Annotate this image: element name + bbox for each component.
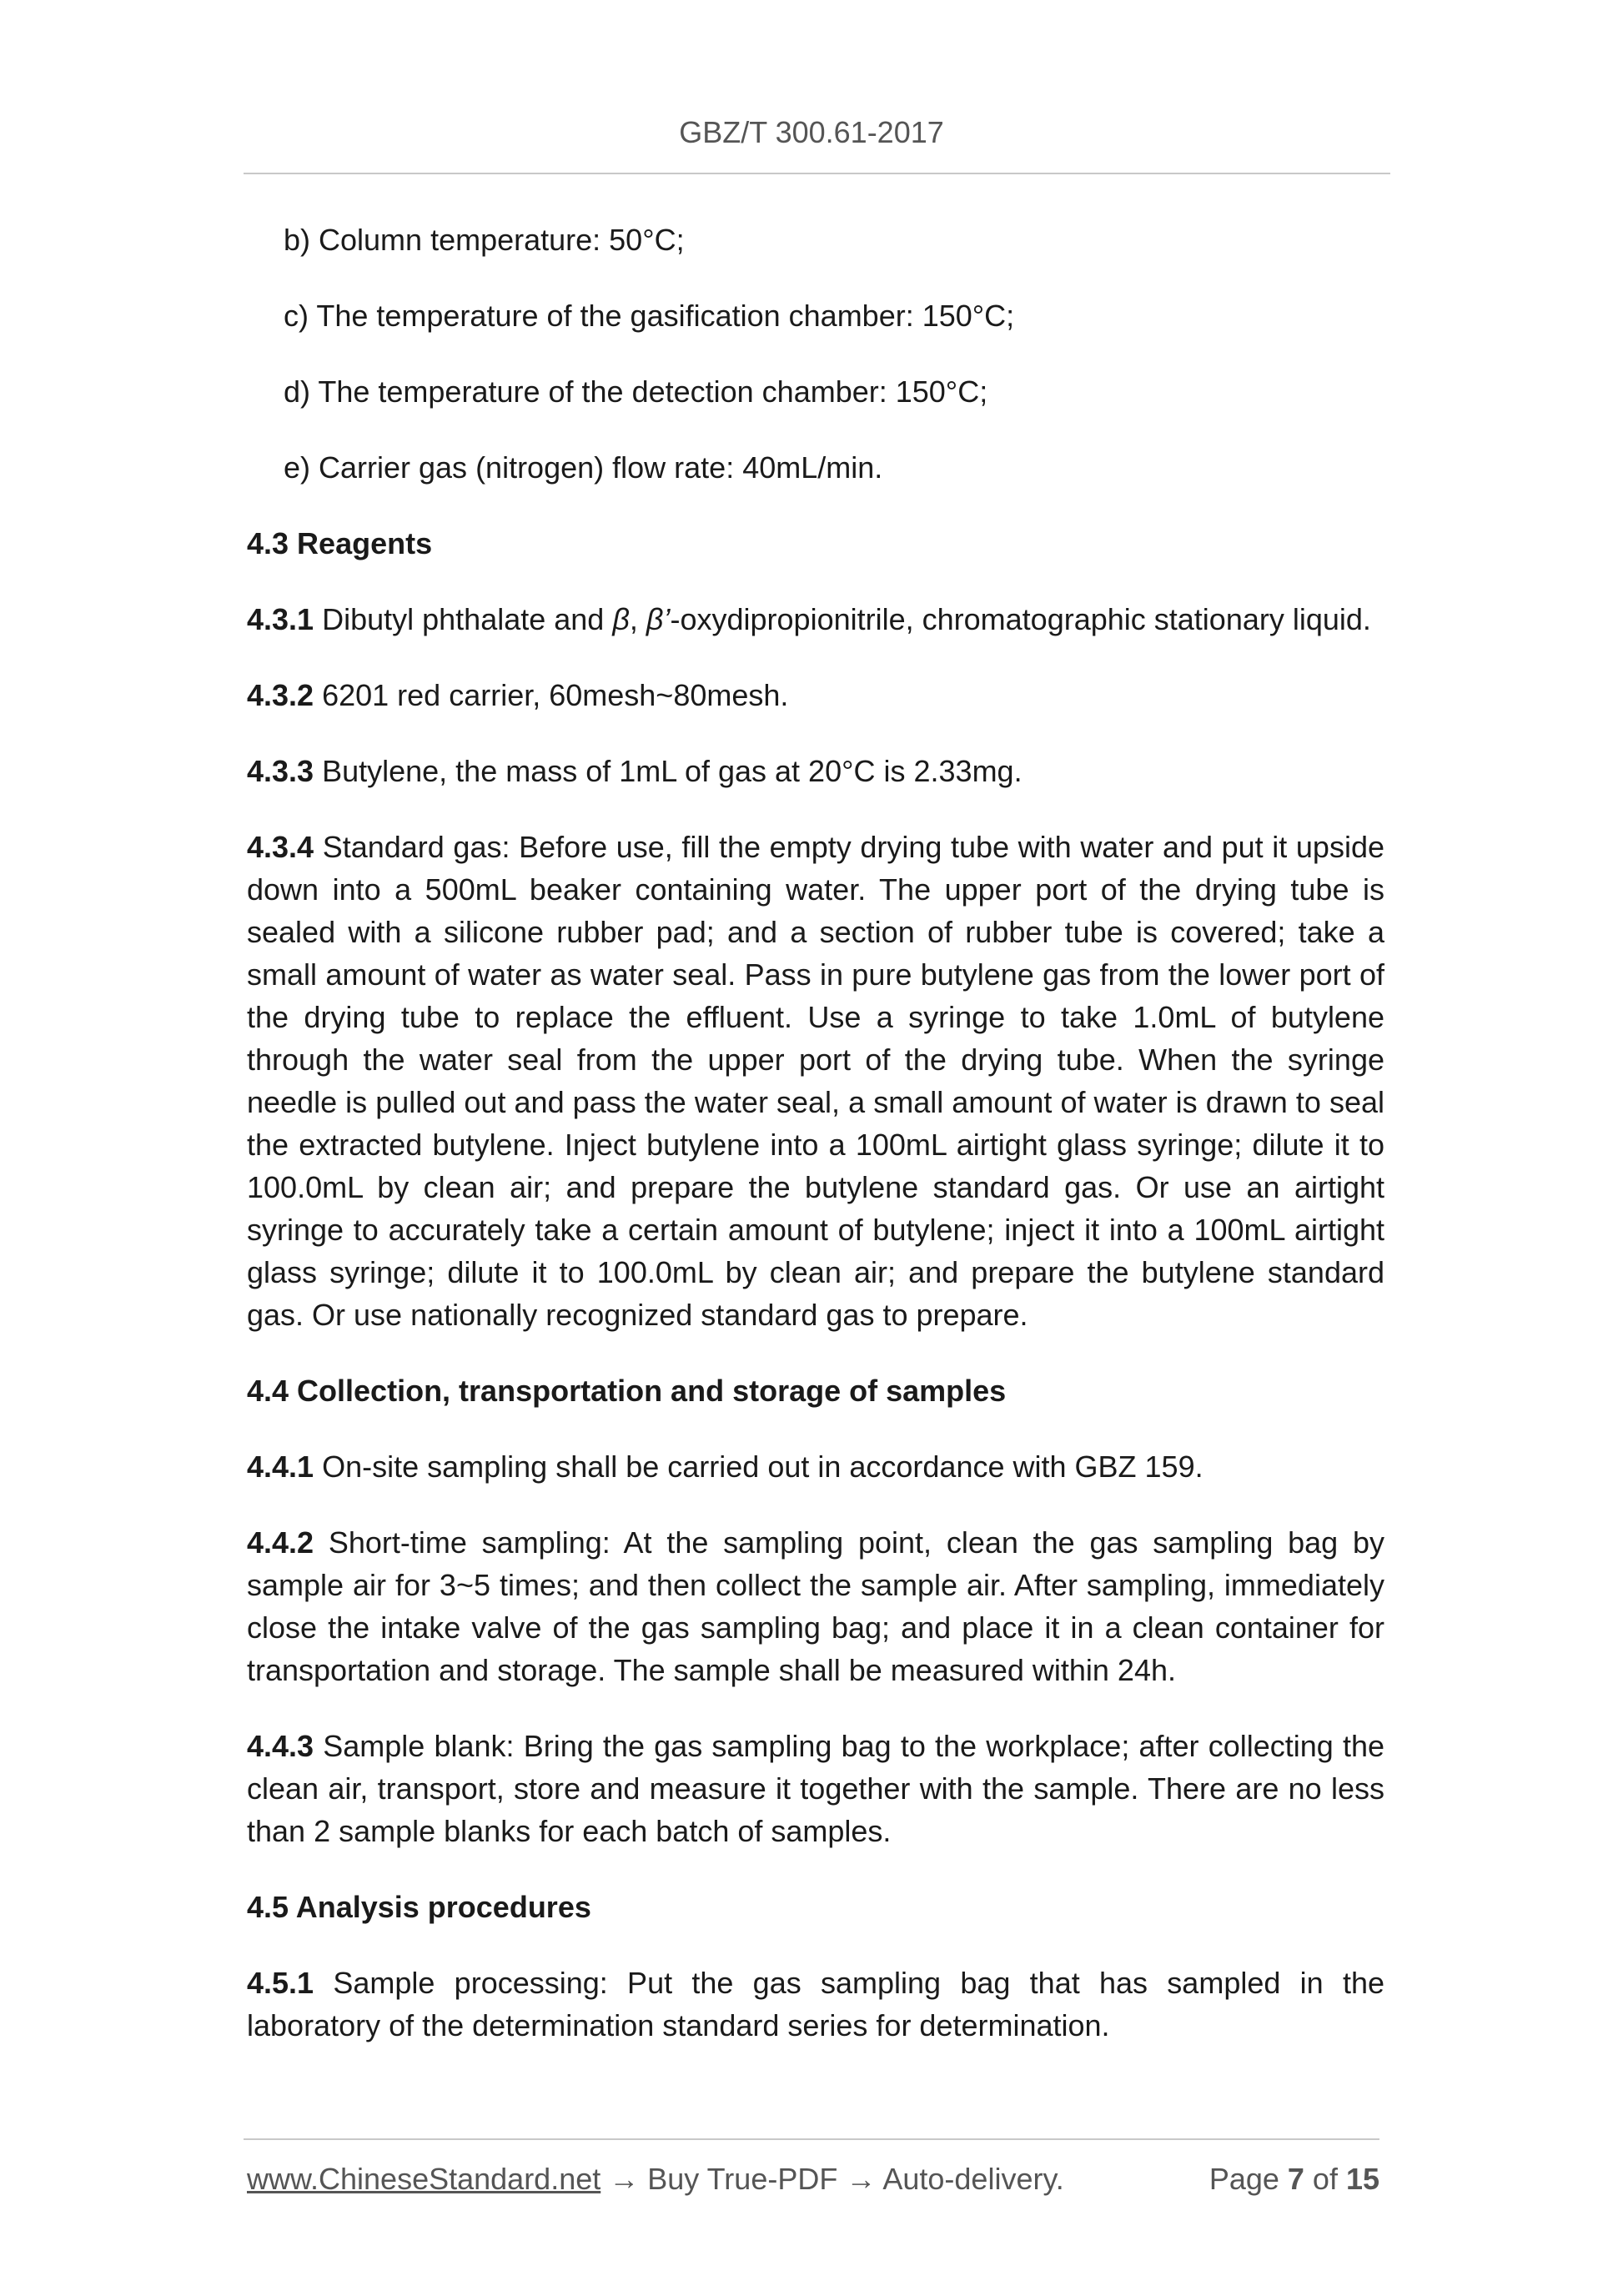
clause-text: 6201 red carrier, 60mesh~80mesh. <box>314 678 789 712</box>
clause-4-3-3 <box>247 750 1384 792</box>
footer-divider <box>244 2138 1379 2140</box>
header-divider <box>244 173 1390 174</box>
current-page: 7 <box>1287 2162 1304 2196</box>
clause-number: 4.4.1 <box>247 1449 314 1484</box>
auto-delivery-text: Auto-delivery. <box>882 2162 1064 2196</box>
beta-prime-symbol: β’ <box>646 602 671 636</box>
clause-text: Standard gas: Before use, fill the empty drying tube with water and put it upside down into a 500mL beaker containing water. The upper port of the drying tube is sealed with a silicone rubber pad; and a section of rubber tube is covered; take a small amount of water as water seal. Pass in pure butylene gas from the lower port of the drying tube to replace the effluent. Use a syringe to take 1.0mL of butylene through the water seal from the upper port of the drying tube. When the syringe needle is pulled out and pass the water seal, a small amount of water is drawn to seal the extracted butylene. Inject butylene into a 100mL airtight glass syringe; dilute it to 100.0mL by clean air; and prepare the butylene standard gas. Or use an airtight syringe to accurately take a certain amount of butylene; inject it into a 100mL airtight glass syringe; dilute it to 100.0mL by clean air; and prepare the butylene standard gas. Or use nationally recognized standard gas to prepare. <box>247 830 1384 1332</box>
list-item-d: d) The temperature of the detection chamber: 150°C; <box>284 374 988 409</box>
of-label: of <box>1304 2162 1346 2196</box>
section-heading-4-3: 4.3 Reagents <box>247 526 433 560</box>
buy-pdf-text: Buy True-PDF <box>647 2162 838 2196</box>
website-link[interactable]: www.ChineseStandard.net <box>247 2162 601 2196</box>
page-number <box>1209 2162 1379 2197</box>
clause-text: , <box>629 602 646 636</box>
list-item-b: b) Column temperature: 50°C; <box>284 223 685 257</box>
footer-promo <box>247 2162 1064 2197</box>
clause-number: 4.3.3 <box>247 754 314 788</box>
clause-4-4-2 <box>247 1521 1384 1691</box>
beta-symbol: β <box>612 602 630 636</box>
clause-text: On-site sampling shall be carried out in accordance with GBZ 159. <box>314 1449 1203 1484</box>
clause-text: Butylene, the mass of 1mL of gas at 20°C is 2.33mg. <box>314 754 1023 788</box>
clause-text: Dibutyl phthalate and <box>314 602 613 636</box>
clause-text: Sample blank: Bring the gas sampling bag to the workplace; after collecting the clean air, transport, store and measure it together with the sample. There are no less than 2 sample blanks for each batch of samples. <box>247 1729 1384 1848</box>
clause-4-5-1 <box>247 1962 1384 2047</box>
arrow-right-icon: → <box>837 2162 883 2196</box>
clause-number: 4.3.2 <box>247 678 314 712</box>
page-header: GBZ/T 300.61-2017 <box>679 115 944 149</box>
section-heading-4-4: 4.4 Collection, transportation and storage of samples <box>247 1374 1007 1408</box>
arrow-right-icon: → <box>600 2162 648 2196</box>
page-label: Page <box>1208 2162 1288 2196</box>
clause-text: -oxydipropionitrile, chromatographic stationary liquid. <box>670 602 1371 636</box>
total-pages: 15 <box>1345 2162 1379 2196</box>
clause-4-3-2 <box>247 674 1384 716</box>
clause-text: Sample processing: Put the gas sampling bag that has sampled in the laboratory of the determination standard series for determination. <box>247 1966 1384 2042</box>
clause-4-4-3 <box>247 1725 1384 1852</box>
clause-4-3-4 <box>247 826 1384 1336</box>
clause-number: 4.4.2 <box>247 1525 314 1560</box>
clause-number: 4.4.3 <box>247 1729 314 1763</box>
section-heading-4-5: 4.5 Analysis procedures <box>247 1890 591 1924</box>
clause-number: 4.3.1 <box>247 602 314 636</box>
clause-number: 4.3.4 <box>247 830 314 864</box>
clause-4-3-1 <box>247 598 1384 641</box>
list-item-e: e) Carrier gas (nitrogen) flow rate: 40mL/min. <box>284 450 883 485</box>
clause-number: 4.5.1 <box>247 1966 314 2000</box>
list-item-c: c) The temperature of the gasification chamber: 150°C; <box>284 299 1015 333</box>
clause-4-4-1 <box>247 1445 1384 1488</box>
page-body <box>247 219 1384 2080</box>
clause-text: Short-time sampling: At the sampling point, clean the gas sampling bag by sample air for 3~5 times; and then collect the sample air. After sampling, immediately close the intake valve of the gas sampling bag; and place it in a clean container for transportation and storage. The sample shall be measured within 24h. <box>247 1525 1384 1687</box>
